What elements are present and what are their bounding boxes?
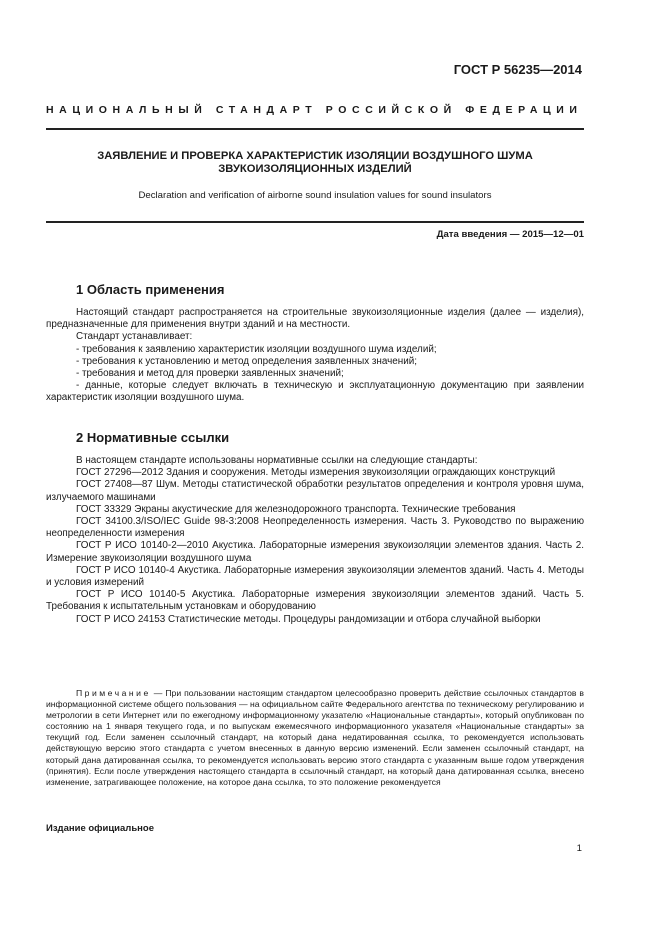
page-number: 1 [576,843,582,854]
note-text: — При пользовании настоящим стандартом целесообразно проверить действие ссылочных стандартов в информационной системе общего пользования — на официальном сайте Федерального агентства по техническому регулированию и метрологии в сети Интернет или по ежегодному информационному указателю «Национальные стандарты», который опубликован по состоянию на 1 января текущего года, и по выпускам ежемесячного информационного указателя «Национальные стандарты» за текущий год. Если заменен ссылочный стандарт, на который дана недатированная ссылка, то рекомендуется использовать действующую версию этого стандарта с учетом внесенных в данную версию изменений. Если заменен ссылочный стандарт, на который дана датированная ссылка, то рекомендуется использовать версию этого стандарта с указанным выше годом утверждения (принятия). Если после утверждения настоящего стандарта в ссылочный стандарт, на который дана датированная ссылка, внесено изменение, затрагивающее положение, на которое дана ссылка, то это положение рекомендуется [46,688,584,787]
reference-item: ГОСТ Р ИСО 10140-2—2010 Акустика. Лабораторные измерения звукоизоляции элементов здания. Часть 2. Измерение звукоизоляции воздушного шума [46,540,584,564]
document-code: ГОСТ Р 56235—2014 [453,62,582,77]
list-item: - требования и метод для проверки заявленных значений; [76,368,344,380]
note-label: Примечание [76,688,151,698]
introduction-date: Дата введения — 2015—12—01 [436,229,584,240]
section-2-intro: В настоящем стандарте использованы нормативные ссылки на следующие стандарты: [76,455,478,466]
official-edition-label: Издание официальное [46,823,154,834]
english-title: Declaration and verification of airborne sound insulation values for sound insulators [138,190,492,201]
section-1-establishes: Стандарт устанавливает: [76,331,193,343]
section-1-paragraph: Настоящий стандарт распространяется на строительные звукоизоляционные изделия (далее — изделия), предназначенные для применения внутри зданий и на местности. [46,307,584,331]
title-line-1: ЗАЯВЛЕНИЕ И ПРОВЕРКА ХАРАКТЕРИСТИК ИЗОЛЯЦИИ ВОЗДУШНОГО ШУМА [97,150,533,162]
title-divider [46,221,584,223]
reference-item: ГОСТ 27408—87 Шум. Методы статистической обработки результатов определения и контроля уровня шума, излучаемого машинами [46,479,584,503]
title-line-2: ЗВУКОИЗОЛЯЦИОННЫХ ИЗДЕЛИЙ [218,163,412,175]
section-2-body [46,455,584,626]
reference-item: ГОСТ Р ИСО 24153 Статистические методы. Процедуры рандомизации и отбора случайной выборки [76,613,541,625]
reference-item: ГОСТ 33329 Экраны акустические для железнодорожного транспорта. Технические требования [76,503,516,515]
reference-item: ГОСТ 27296—2012 Здания и сооружения. Методы измерения звукоизоляции ограждающих конструкций [76,467,556,479]
section-2-heading: 2 Нормативные ссылки [76,430,230,445]
reference-item: ГОСТ 34100.3/ISO/IEC Guide 98-3:2008 Неопределенность измерения. Часть 3. Руководство по выражению неопределенности измерения [46,516,584,540]
list-item: - требования к установлению и метод определения заявленных значений; [76,355,418,367]
list-item: - требования к заявлению характеристик изоляции воздушного шума изделий; [76,343,437,355]
section-1-body [46,307,584,405]
document-title [46,150,584,176]
section-1-heading: 1 Область применения [76,282,225,297]
top-divider [46,128,584,130]
national-standard-banner: НАЦИОНАЛЬНЫЙ СТАНДАРТ РОССИЙСКОЙ ФЕДЕРАЦИИ [46,104,583,116]
reference-item: ГОСТ Р ИСО 10140-4 Акустика. Лабораторные измерения звукоизоляции элементов зданий. Часть 4. Методы и условия измерений [46,564,584,589]
note-block [46,688,584,788]
reference-item: ГОСТ Р ИСО 10140-5 Акустика. Лабораторные измерения звукоизоляции элементов зданий. Часть 5. Требования к испытательным установкам и оборудованию [46,589,584,613]
list-item: - данные, которые следует включать в техническую и эксплуатационную документацию при заявлении характеристик изоляции воздушного шума. [46,380,584,404]
